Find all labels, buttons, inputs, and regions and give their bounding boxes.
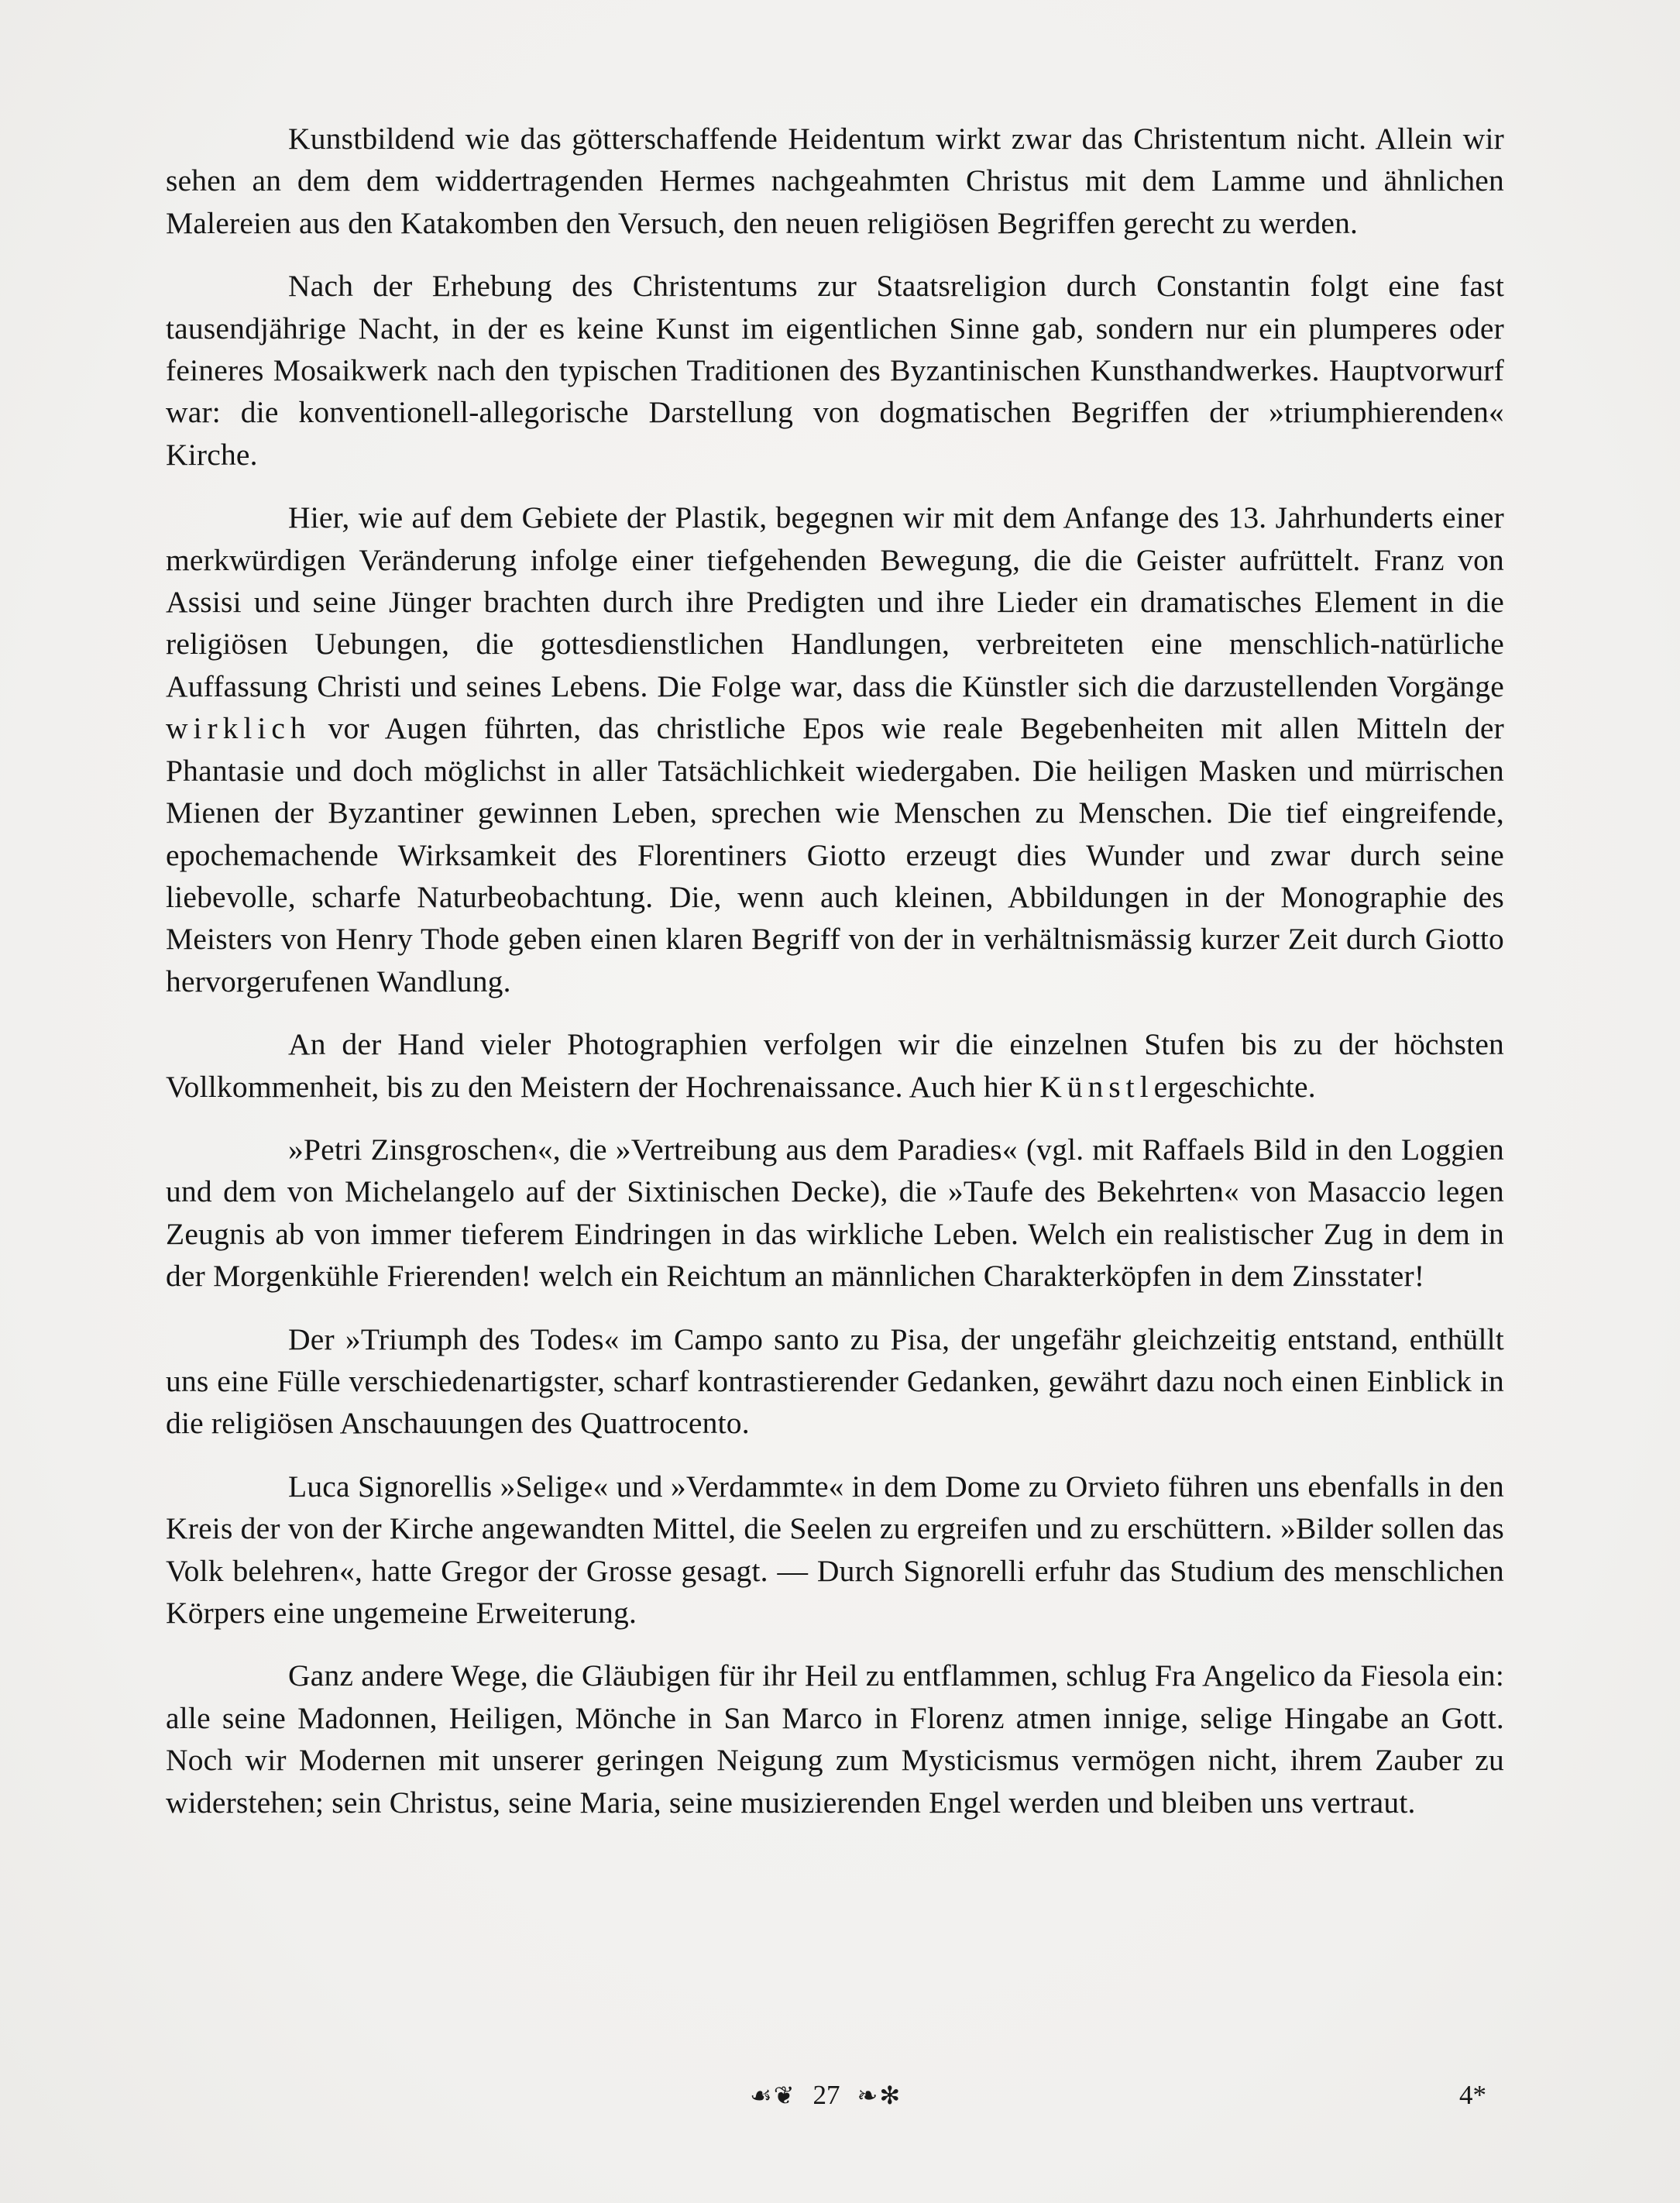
folio [750,2080,902,2111]
page-number: 27 [813,2080,840,2110]
paragraph-7: Luca Signorellis »Selige« und »Verdammte« in dem Dome zu Orvieto führen uns ebenfalls in den Kreis der von der Kirche angewandten Mittel, die Seelen zu ergreifen und zu erschüttern. »Bilder sollen das Volk belehren«, hatte Gregor der Grosse gesagt. — Durch Signorelli erfuhr das Studium des menschlichen Körpers eine ungemeine Erweiterung. [166,1469,1504,1630]
paragraph-8: Ganz andere Wege, die Gläubigen für ihr Heil zu entflammen, schlug Fra Angelico da Fiesola ein: alle seine Madonnen, Heiligen, Mönche in San Marco in Florenz atmen innige, selige Hingabe an Gott. Noch wir Modernen mit unserer geringen Neigung zum Mysticismus vermögen nicht, ihrem Zauber zu widerstehen; sein Christus, seine Maria, seine musizierenden Engel werden und bleiben uns vertraut. [166,1658,1504,1820]
paragraph-4-part-1: An der Hand vieler Photographien verfolgen wir die einzelnen Stufen bis zu der höchsten Vollkommenheit, bis zu den Meistern der Hochrenaissance. Auch hier [166,1027,1504,1104]
emphasis-kuenstl: Künstl [1039,1069,1154,1104]
paragraph-4 [166,1023,1504,1108]
ornament-left-icon: ☙❦ [750,2081,796,2109]
paragraph-5: »Petri Zinsgroschen«, die »Vertreibung aus dem Paradies« (vgl. mit Raffaels Bild in den Loggien und dem von Michelangelo auf der Sixtinischen Decke), die »Taufe des Bekehrten« von Masaccio legen Zeugnis ab von immer tieferem Eindringen in das wirkliche Leben. Welch ein realistischer Zug in dem in der Morgenkühle Frierenden! welch ein Reichtum an männlichen Charakterköpfen in dem Zinsstater! [166,1132,1504,1294]
paragraph-3-part-2: vor Augen führten, das christliche Epos wie reale Begebenheiten mit allen Mitteln der Phantasie und doch möglichst in aller Tatsächlichkeit wiedergaben. Die heiligen Masken und mürrischen Mienen der Byzantiner gewinnen Leben, sprechen wie Menschen zu Menschen. Die tief eingreifende, epochemachende Wirksamkeit des Florentiners Giotto erzeugt dies Wunder und zwar durch seine liebevolle, scharfe Naturbeobachtung. Die, wenn auch kleinen, Abbildungen in der Monographie des Meisters von Henry Thode geben einen klaren Begriff von der in verhältnismässig kurzer Zeit durch Giotto hervorgerufenen Wandlung. [166,711,1504,998]
paragraph-4-part-2: ergeschichte. [1153,1069,1316,1104]
body-text [166,118,1504,1844]
paragraph-3-part-1: Hier, wie auf dem Gebiete der Plastik, begegnen wir mit dem Anfange des 13. Jahrhunderts einer merkwürdigen Veränderung infolge einer tiefgehenden Bewegung, die die Geister aufrüttelt. Franz von Assisi und seine Jünger brachten durch ihre Predigten und ihre Lieder ein dramatisches Element in die religiösen Uebungen, die gottesdienstlichen Handlungen, verbreiteten eine menschlich-natürliche Auffassung Christi und seines Lebens. Die Folge war, dass die Künstler sich die darzustellenden Vorgänge [166,500,1504,703]
ornament-right-icon: ❧✻ [857,2081,902,2109]
paragraph-2: Nach der Erhebung des Christentums zur Staatsreligion durch Constantin folgt eine fast tausendjährige Nacht, in der es keine Kunst im eigentlichen Sinne gab, sondern nur ein plumperes oder feineres Mosaikwerk nach den typischen Traditionen des Byzantinischen Kunsthandwerkes. Hauptvorwurf war: die konventionell-allegorische Darstellung von dogmatischen Begriffen der »triumphierenden« Kirche. [166,269,1504,472]
paragraph-6: Der »Triumph des Todes« im Campo santo zu Pisa, der ungefähr gleichzeitig entstand, enthüllt uns eine Fülle verschiedenartigster, scharf kontrastierender Gedanken, gewährt dazu noch einen Einblick in die religiösen Anschauungen des Quattrocento. [166,1321,1504,1441]
paragraph-3 [166,497,1504,1002]
page-footer [0,2080,1680,2126]
signature-mark: 4* [1459,2080,1486,2110]
emphasis-wirklich: wirklich [166,711,311,746]
paragraph-1: Kunstbildend wie das götterschaffende Heidentum wirkt zwar das Christentum nicht. Allein wir sehen an dem dem widdertragenden Hermes nachgeahmten Christus mit dem Lamme und ähnlichen Malereien aus den Katakomben den Versuch, den neuen religiösen Begriffen gerecht zu werden. [166,122,1504,240]
